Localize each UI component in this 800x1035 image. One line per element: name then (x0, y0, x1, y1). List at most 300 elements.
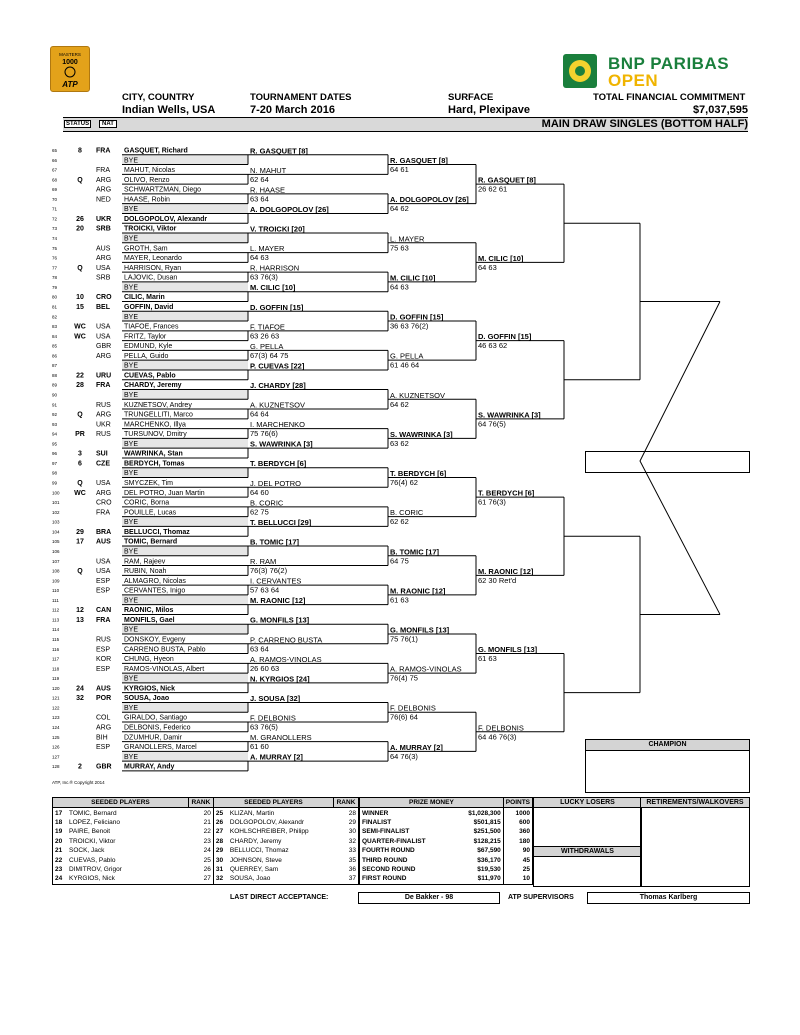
player-nationality: UKR (96, 421, 111, 429)
round2-player: F. DELBONIS (250, 713, 296, 723)
player-nationality: ESP (96, 577, 111, 585)
player-nationality: CRO (96, 499, 112, 507)
round3-player: S. WAWRINKA [3] (390, 429, 453, 439)
prize-points: 360 (503, 827, 532, 836)
player-name: SCHWARTZMAN, Diego (124, 186, 202, 194)
round3-player: R. GASQUET [8] (390, 156, 448, 166)
surface-label: SURFACE (448, 92, 494, 103)
draw-position: 73 (52, 226, 58, 232)
player-nationality: NED (96, 196, 111, 204)
prize-row (360, 855, 533, 864)
player-nationality: ARG (96, 352, 112, 360)
seed-number: 32 (213, 874, 228, 884)
player-nationality: USA (96, 480, 111, 488)
player-nationality: USA (96, 558, 111, 566)
match-score: 36 63 76(2) (390, 321, 429, 331)
prize-money: $11,970 (477, 875, 501, 883)
status-column-label: STATUS (66, 121, 90, 127)
player-nationality: ARG (96, 411, 112, 419)
draw-position: 120 (52, 685, 60, 691)
draw-position: 76 (52, 255, 58, 261)
player-name: CARRENO BUSTA, Pablo (124, 646, 206, 654)
draw-position: 75 (52, 245, 58, 251)
match-score: 61 63 (478, 654, 497, 664)
prize-points: 600 (503, 818, 532, 827)
player-name: TIAFOE, Frances (124, 323, 179, 331)
bye-row-shade (122, 702, 248, 712)
match-score: 63 76(3) (250, 272, 278, 282)
round4-player: F. DELBONIS (478, 723, 524, 733)
draw-position: 113 (52, 617, 60, 623)
draw-position: 114 (52, 627, 60, 633)
player-name: RUBIN, Noah (124, 568, 167, 576)
draw-position: 111 (52, 597, 59, 603)
last-direct-value: De Bakker - 98 (358, 892, 500, 904)
draw-position: 125 (52, 734, 60, 740)
draw-position: 107 (52, 558, 60, 564)
match-score: 64 75 (390, 556, 409, 566)
seed-number: 29 (213, 846, 228, 855)
seed-name: TOMIC, Bernard (69, 809, 117, 817)
draw-position: 106 (52, 548, 60, 554)
copyright: ATP, Inc.® Copyright 2014 (52, 780, 105, 785)
round3-player: G. MONFILS [13] (390, 625, 450, 635)
bye-row-shade (122, 311, 248, 321)
player-name: PELLA, Guido (124, 352, 169, 360)
player-nationality: FRA (96, 382, 111, 390)
prize-money: $67,590 (477, 847, 501, 855)
seed-rank: 24 (203, 847, 211, 855)
player-name: BYE (124, 157, 139, 165)
player-name: BYE (124, 548, 139, 556)
draw-position: 84 (52, 333, 58, 339)
seed-name: KOHLSCHREIBER, Philipp (229, 828, 309, 836)
player-name: BYE (124, 284, 139, 292)
seed-rank: 23 (203, 837, 211, 845)
player-nationality: FRA (96, 167, 110, 175)
player-name: GIRALDO, Santiago (124, 714, 188, 722)
sponsor-title-line2: OPEN (608, 71, 659, 90)
seed-number: 30 (213, 855, 228, 864)
seed-number: 26 (213, 818, 228, 827)
player-seed: 17 (76, 538, 84, 546)
player-name: CHUNG, Hyeon (124, 656, 174, 664)
player-nationality: GBR (96, 343, 112, 351)
bye-row-shade (122, 233, 248, 243)
player-nationality: USA (96, 568, 111, 576)
round2-player: R. RAM (250, 557, 277, 567)
match-score: 64 63 (478, 262, 497, 272)
match-score: 76(4) 62 (390, 478, 418, 488)
player-name: BYE (124, 753, 139, 761)
seed-rank: 25 (203, 856, 211, 864)
retirements-label: RETIREMENTS/WALKOVERS (641, 798, 749, 808)
svg-text:1000: 1000 (62, 59, 78, 66)
player-seed: 6 (78, 460, 82, 468)
bye-row-shade (122, 282, 248, 292)
match-score: 63 76(5) (250, 722, 278, 732)
draw-position: 105 (52, 539, 60, 545)
prize-money-header: PRIZE MONEY (360, 798, 504, 808)
prize-points: 180 (503, 837, 532, 846)
player-name: HAASE, Robin (124, 196, 170, 204)
draw-position: 116 (52, 646, 60, 652)
prize-points: 1000 (503, 808, 532, 818)
player-name: RAMOS-VINOLAS, Albert (124, 665, 205, 673)
seed-name: DIMITROV, Grigor (69, 865, 122, 873)
seed-name: LOPEZ, Feliciano (69, 818, 120, 826)
player-name: GRANOLLERS, Marcel (124, 744, 197, 752)
prize-money: $251,500 (473, 828, 501, 836)
match-score: 63 64 (250, 644, 269, 654)
player-nationality: FRA (96, 616, 111, 624)
prize-money: $1,028,300 (468, 809, 501, 817)
round3-player: F. DELBONIS (390, 703, 436, 713)
draw-position: 66 (52, 157, 58, 163)
player-nationality: ESP (96, 665, 111, 673)
player-nationality: BRA (96, 528, 112, 536)
player-name: CUEVAS, Pablo (124, 372, 176, 380)
match-score: 76(3) 76(2) (250, 566, 288, 576)
player-nationality: BEL (96, 303, 110, 311)
player-seed: 32 (76, 695, 84, 703)
bye-row-shade (122, 751, 248, 761)
bye-row-shade (122, 390, 248, 400)
draw-position: 92 (52, 412, 58, 418)
player-nationality: RUS (96, 431, 111, 439)
match-score: 46 63 62 (478, 341, 508, 351)
seed-rank: 36 (348, 865, 356, 873)
seed-number: 22 (53, 855, 68, 864)
match-score: 64 62 (390, 204, 409, 214)
player-name: KYRGIOS, Nick (124, 685, 175, 693)
round2-player: B. CORIC (250, 498, 284, 508)
player-seed: 13 (76, 616, 84, 624)
player-nationality: RUS (96, 401, 111, 409)
prize-round: SEMI-FINALIST (360, 827, 453, 836)
player-name: BYE (124, 392, 139, 399)
player-nationality: USA (96, 264, 111, 272)
lucky-losers-box (533, 797, 642, 887)
player-name: MONFILS, Gael (124, 616, 175, 624)
player-name: BYE (124, 235, 139, 243)
player-nationality: ARG (96, 724, 112, 732)
player-status: Q (77, 568, 83, 576)
points-header: POINTS (503, 798, 532, 808)
draw-position: 108 (52, 568, 60, 574)
match-score: 57 63 64 (250, 585, 280, 595)
round3-player: M. CILIC [10] (390, 273, 436, 283)
seed-rank: 28 (348, 809, 356, 817)
bye-row-shade (122, 204, 248, 214)
bye-row-shade (122, 468, 248, 478)
player-status: Q (77, 411, 83, 419)
commitment-label: TOTAL FINANCIAL COMMITMENT (593, 92, 746, 103)
round2-player: A. RAMOS-VINOLAS (250, 654, 322, 664)
seed-row (53, 846, 359, 855)
player-nationality: SRB (96, 274, 111, 282)
sponsor-title-line1: BNP PARIBAS (608, 54, 730, 73)
seeds-header-rank-1: RANK (188, 798, 213, 808)
withdrawals-label: WITHDRAWALS (534, 846, 641, 857)
prize-row (360, 827, 533, 836)
round3-player: L. MAYER (390, 234, 425, 244)
seed-rank: 33 (348, 847, 356, 855)
player-name: GROTH, Sam (124, 245, 168, 253)
seed-name: JOHNSON, Steve (229, 856, 282, 864)
round2-player: R. HARRISON (250, 263, 300, 273)
player-seed: 10 (76, 294, 84, 302)
draw-position: 109 (52, 578, 60, 584)
round4-player: M. RAONIC [12] (478, 566, 534, 576)
match-score: 75 63 (390, 243, 409, 253)
player-nationality: FRA (96, 509, 110, 517)
draw-position: 102 (52, 509, 60, 515)
match-score: 76(6) 64 (390, 712, 418, 722)
match-score: 75 76(1) (390, 634, 418, 644)
round2-player: T. BERDYCH [6] (250, 459, 307, 469)
player-status: Q (77, 264, 83, 272)
seed-rank: 21 (203, 818, 211, 826)
round2-player: M. RAONIC [12] (250, 596, 306, 606)
seed-rank: 32 (348, 837, 356, 845)
round2-player: M. CILIC [10] (250, 283, 296, 293)
draw-position: 70 (52, 196, 58, 202)
svg-text:MASTERS: MASTERS (59, 52, 81, 57)
draw-position: 119 (52, 676, 60, 682)
round2-player: G. PELLA (250, 341, 284, 351)
prize-row (360, 846, 533, 855)
draw-position: 68 (52, 177, 58, 183)
player-name: CHARDY, Jeremy (124, 382, 182, 390)
prize-round: WINNER (360, 808, 453, 818)
draw-position: 65 (52, 148, 58, 153)
player-name: GOFFIN, David (124, 303, 174, 311)
draw-position: 97 (52, 460, 58, 466)
seed-row (53, 827, 359, 836)
bye-row-shade (122, 517, 248, 527)
draw-position: 95 (52, 441, 58, 447)
seed-name: KLIZAN, Martin (229, 809, 275, 817)
player-status: Q (77, 480, 83, 488)
draw-position: 67 (52, 167, 58, 173)
player-name: DEL POTRO, Juan Martin (124, 489, 205, 497)
match-score: 64 62 (390, 399, 409, 409)
round2-player: A. KUZNETSOV (250, 400, 306, 410)
player-nationality: SUI (96, 450, 108, 458)
bye-row-shade (122, 673, 248, 683)
player-name: FRITZ, Taylor (124, 333, 167, 341)
player-name: BYE (124, 470, 139, 478)
player-nationality: URU (96, 372, 112, 380)
player-seed: 22 (76, 372, 84, 380)
player-seed: 20 (76, 225, 84, 233)
seed-rank: 29 (348, 818, 356, 826)
player-name: POUILLE, Lucas (124, 509, 177, 517)
draw-position: 127 (52, 754, 60, 760)
prize-round: FOURTH ROUND (360, 846, 453, 855)
prize-round: FINALIST (360, 818, 453, 827)
prize-row (360, 874, 533, 884)
player-name: CILIC, Marin (124, 294, 165, 302)
player-name: OLIVO, Renzo (124, 176, 170, 184)
seed-number: 27 (213, 827, 228, 836)
seed-row (53, 808, 359, 818)
seed-name: CHARDY, Jeremy (229, 837, 282, 845)
seed-rank: 22 (203, 828, 211, 836)
round2-player: A. DOLGOPOLOV [26] (250, 204, 329, 214)
match-score: 62 64 (250, 174, 269, 184)
seeds-header-players-1: SEEDED PLAYERS (53, 798, 189, 808)
match-score: 64 60 (250, 487, 269, 497)
player-status: PR (75, 431, 85, 439)
player-nationality: KOR (96, 656, 112, 664)
player-nationality: GBR (96, 763, 112, 771)
round2-player: B. TOMIC [17] (250, 537, 300, 547)
match-score: 67(3) 64 75 (250, 350, 289, 360)
player-nationality: CRO (96, 294, 112, 302)
player-seed: 2 (78, 763, 82, 771)
round4-player: S. WAWRINKA [3] (478, 410, 541, 420)
draw-position: 99 (52, 480, 58, 486)
prize-money: $19,530 (477, 865, 501, 873)
seed-number: 31 (213, 865, 228, 874)
draw-position: 117 (52, 656, 60, 662)
draw-position: 101 (52, 500, 60, 506)
prize-row (360, 808, 533, 818)
seed-rank: 30 (348, 828, 356, 836)
draw-position: 74 (52, 236, 58, 242)
player-nationality: COL (96, 714, 111, 722)
draw-position: 122 (52, 705, 60, 711)
round2-player: G. MONFILS [13] (250, 615, 310, 625)
draw-position: 128 (52, 764, 60, 770)
match-score: 26 60 63 (250, 663, 280, 673)
bye-row-shade (122, 155, 248, 165)
seed-rank: 37 (348, 875, 356, 883)
player-name: BYE (124, 626, 139, 634)
draw-position: 71 (52, 206, 58, 212)
draw-position: 83 (52, 324, 58, 330)
lucky-losers-label: LUCKY LOSERS (534, 798, 641, 808)
player-nationality: UKR (96, 215, 112, 223)
match-score: 26 62 61 (478, 184, 508, 194)
match-score: 64 63 (390, 282, 409, 292)
player-status: WC (74, 333, 86, 341)
seed-number: 24 (53, 874, 68, 884)
round3-player: G. PELLA (390, 351, 424, 361)
round2-player: F. TIAFOE (250, 322, 285, 332)
bye-row-shade (122, 624, 248, 634)
round4-player: D. GOFFIN [15] (478, 332, 532, 342)
player-name: BELLUCCI, Thomaz (124, 528, 190, 536)
round3-player: A. RAMOS-VINOLAS (390, 664, 462, 674)
player-name: TOMIC, Bernard (124, 538, 178, 546)
player-name: CORIC, Borna (124, 499, 170, 507)
match-score: 63 26 63 (250, 331, 280, 341)
seed-name: BELLUCCI, Thomaz (229, 847, 289, 855)
round2-player: T. BELLUCCI [29] (250, 517, 312, 527)
match-score: 62 62 (390, 517, 409, 527)
draw-position: 85 (52, 343, 58, 349)
draw-position: 77 (52, 265, 58, 271)
player-name: MURRAY, Andy (124, 763, 175, 771)
seed-rank: 20 (203, 809, 211, 817)
seed-rank: 35 (348, 856, 356, 864)
draw-position: 87 (52, 363, 58, 369)
seed-number: 20 (53, 837, 68, 846)
player-seed: 15 (76, 303, 84, 311)
champion-label: CHAMPION (586, 740, 749, 751)
match-score: 63 64 (250, 194, 269, 204)
player-status: WC (74, 323, 86, 331)
player-name: EDMUND, Kyle (124, 343, 173, 351)
draw-position: 121 (52, 695, 60, 701)
match-score: 64 63 (250, 253, 269, 263)
player-nationality: CAN (96, 607, 112, 615)
match-score: 61 60 (250, 742, 269, 752)
round2-player: I. CERVANTES (250, 576, 302, 586)
round3-player: T. BERDYCH [6] (390, 469, 447, 479)
player-seed: 8 (78, 147, 82, 155)
seed-number: 28 (213, 837, 228, 846)
round2-player: P. CARRENO BUSTA (250, 635, 323, 645)
round2-player: I. MARCHENKO (250, 420, 306, 430)
commitment-value: $7,037,595 (692, 104, 748, 116)
round3-player: B. CORIC (390, 508, 424, 518)
player-name: ALMAGRO, Nicolas (124, 577, 186, 585)
draw-position: 104 (52, 529, 60, 535)
player-name: DONSKOY, Evgeny (124, 636, 186, 644)
match-score: 63 62 (390, 438, 409, 448)
player-name: TRUNGELLITI, Marco (124, 411, 193, 419)
seed-name: TROICKI, Viktor (69, 837, 116, 845)
player-nationality: USA (96, 333, 111, 341)
draw-position: 88 (52, 372, 58, 378)
player-name: HARRISON, Ryan (124, 264, 182, 272)
seed-rank: 26 (203, 865, 211, 873)
player-name: BYE (124, 675, 139, 683)
match-score: 76(4) 75 (390, 673, 418, 683)
round2-player: S. WAWRINKA [3] (250, 439, 313, 449)
player-nationality: CZE (96, 460, 110, 468)
draw-position: 126 (52, 744, 60, 750)
player-nationality: ESP (96, 646, 111, 654)
supervisors-label: ATP SUPERVISORS (508, 894, 574, 901)
player-nationality: AUS (96, 538, 111, 546)
seed-number: 21 (53, 846, 68, 855)
player-seed: 12 (76, 607, 84, 615)
round4-player: T. BERDYCH [6] (478, 488, 535, 498)
player-nationality: ARG (96, 255, 112, 263)
player-name: MAYER, Leonardo (124, 255, 182, 263)
player-status: Q (77, 176, 83, 184)
seed-name: QUERREY, Sam (229, 865, 279, 873)
player-nationality: RUS (96, 636, 111, 644)
player-nationality: POR (96, 695, 112, 703)
player-nationality: ARG (96, 489, 112, 497)
supervisors-value: Thomas Karlberg (587, 892, 750, 904)
prize-money: $128,215 (473, 837, 501, 845)
svg-text:ATP: ATP (62, 80, 78, 89)
draw-position: 79 (52, 284, 58, 290)
match-score: 62 75 (250, 507, 269, 517)
seed-row (53, 865, 359, 874)
last-direct-label: LAST DIRECT ACCEPTANCE: (230, 894, 329, 901)
prize-money: $501,815 (473, 818, 501, 826)
player-name: SMYCZEK, Tim (124, 480, 174, 488)
seed-number: 17 (53, 808, 68, 818)
